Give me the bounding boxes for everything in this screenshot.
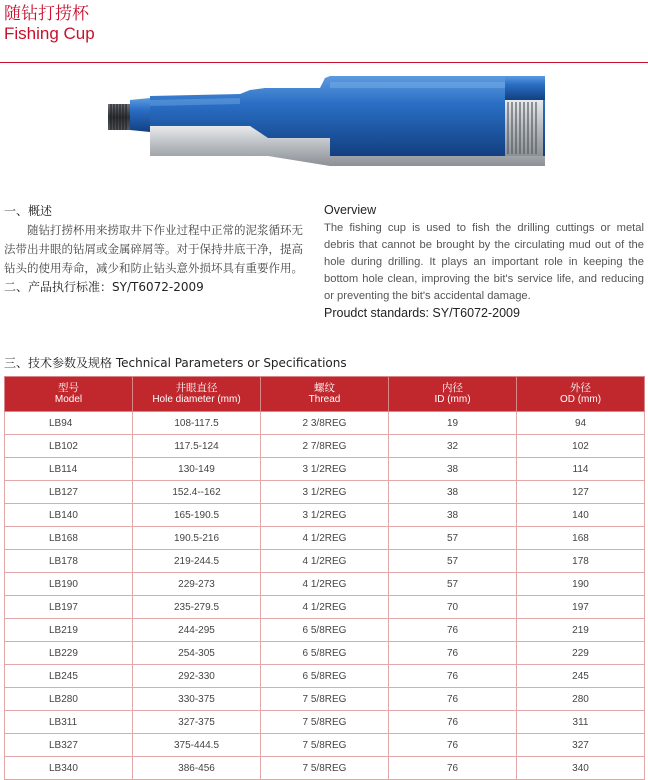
table-row: [5, 481, 645, 504]
column-header-id: 内径 ID (mm): [389, 377, 517, 412]
cell-od: 197: [517, 596, 645, 619]
table-row: [5, 711, 645, 734]
cell-thread: 4 1/2REG: [261, 527, 389, 550]
cell-id: 57: [389, 527, 517, 550]
cell-id: 70: [389, 596, 517, 619]
cell-hole-diameter: 375-444.5: [133, 734, 261, 757]
cell-hole-diameter: 165-190.5: [133, 504, 261, 527]
cell-model: LB94: [5, 412, 133, 435]
title-english: Fishing Cup: [4, 24, 95, 43]
cell-od: 311: [517, 711, 645, 734]
cell-model: LB219: [5, 619, 133, 642]
cell-id: 57: [389, 573, 517, 596]
table-row: [5, 757, 645, 780]
cell-model: LB168: [5, 527, 133, 550]
cell-thread: 7 5/8REG: [261, 711, 389, 734]
cell-od: 114: [517, 458, 645, 481]
cell-od: 327: [517, 734, 645, 757]
cell-hole-diameter: 235-279.5: [133, 596, 261, 619]
cell-model: LB102: [5, 435, 133, 458]
table-row: [5, 458, 645, 481]
cell-hole-diameter: 152.4--162: [133, 481, 261, 504]
table-header-row: [5, 377, 645, 412]
cell-id: 57: [389, 550, 517, 573]
table-row: [5, 688, 645, 711]
cell-thread: 7 5/8REG: [261, 757, 389, 780]
cell-model: LB114: [5, 458, 133, 481]
cell-thread: 3 1/2REG: [261, 458, 389, 481]
cell-od: 340: [517, 757, 645, 780]
column-header-thread: 螺纹 Thread: [261, 377, 389, 412]
product-standard-en: Proudct standards: SY/T6072-2009: [324, 306, 520, 320]
cell-model: LB327: [5, 734, 133, 757]
cell-model: LB280: [5, 688, 133, 711]
overview-body-en: The fishing cup is used to fish the drilling cuttings or metal debris that cannot be brought by the circulating mud out of the hole during drilling. It plays an important role in keeping the bottom hole clean, improving the bit's service life, and reducing or preventing the bit's accidental damage.: [324, 222, 644, 302]
overview-heading-cn: 一、概述: [4, 204, 53, 218]
cell-od: 229: [517, 642, 645, 665]
cell-id: 38: [389, 458, 517, 481]
cell-hole-diameter: 244-295: [133, 619, 261, 642]
table-row: [5, 642, 645, 665]
table-row: [5, 665, 645, 688]
cell-model: LB190: [5, 573, 133, 596]
cell-id: 76: [389, 642, 517, 665]
cell-id: 76: [389, 688, 517, 711]
fishing-cup-image: [0, 66, 648, 186]
cell-id: 76: [389, 665, 517, 688]
cell-od: 280: [517, 688, 645, 711]
overview-body-cn: 随钻打捞杯用来捞取井下作业过程中正常的泥浆循环无法带出井眼的钻屑或金属碎屑等。对于保持井底干净，提高钻头的使用寿命，减少和防止钻头意外损坏具有重要作用。: [4, 223, 303, 275]
overview-chinese: [4, 202, 308, 297]
cell-id: 38: [389, 481, 517, 504]
table-row: [5, 412, 645, 435]
cell-model: LB311: [5, 711, 133, 734]
header-divider: [0, 62, 648, 63]
cell-hole-diameter: 219-244.5: [133, 550, 261, 573]
page-header: [4, 4, 95, 44]
cell-model: LB197: [5, 596, 133, 619]
cell-thread: 6 5/8REG: [261, 642, 389, 665]
cell-model: LB140: [5, 504, 133, 527]
cell-thread: 6 5/8REG: [261, 619, 389, 642]
column-header-od: 外径 OD (mm): [517, 377, 645, 412]
table-row: [5, 619, 645, 642]
cell-od: 219: [517, 619, 645, 642]
cell-od: 94: [517, 412, 645, 435]
cell-model: LB229: [5, 642, 133, 665]
cell-model: LB340: [5, 757, 133, 780]
cell-model: LB245: [5, 665, 133, 688]
column-header-hole-diameter: 井眼直径 Hole diameter (mm): [133, 377, 261, 412]
cell-hole-diameter: 292-330: [133, 665, 261, 688]
table-row: [5, 504, 645, 527]
product-standard-cn: 二、产品执行标准：SY/T6072-2009: [4, 280, 204, 294]
cell-od: 245: [517, 665, 645, 688]
cell-thread: 3 1/2REG: [261, 504, 389, 527]
cell-thread: 2 3/8REG: [261, 412, 389, 435]
cell-hole-diameter: 386-456: [133, 757, 261, 780]
table-row: [5, 435, 645, 458]
cell-thread: 7 5/8REG: [261, 734, 389, 757]
cell-model: LB127: [5, 481, 133, 504]
cell-id: 76: [389, 711, 517, 734]
table-row: [5, 550, 645, 573]
cell-od: 168: [517, 527, 645, 550]
cell-od: 140: [517, 504, 645, 527]
cell-od: 102: [517, 435, 645, 458]
cell-thread: 3 1/2REG: [261, 481, 389, 504]
cell-id: 19: [389, 412, 517, 435]
cell-thread: 4 1/2REG: [261, 573, 389, 596]
cell-id: 38: [389, 504, 517, 527]
cell-hole-diameter: 108-117.5: [133, 412, 261, 435]
overview-english: [324, 202, 644, 321]
overview-heading-en: Overview: [324, 203, 377, 217]
cell-hole-diameter: 117.5-124: [133, 435, 261, 458]
cell-od: 178: [517, 550, 645, 573]
cell-id: 76: [389, 757, 517, 780]
cell-od: 190: [517, 573, 645, 596]
cell-id: 76: [389, 619, 517, 642]
cell-thread: 2 7/8REG: [261, 435, 389, 458]
cell-hole-diameter: 190.5-216: [133, 527, 261, 550]
cell-od: 127: [517, 481, 645, 504]
table-row: [5, 734, 645, 757]
table-row: [5, 596, 645, 619]
cell-hole-diameter: 130-149: [133, 458, 261, 481]
title-chinese: 随钻打捞杯: [4, 4, 89, 24]
cell-thread: 4 1/2REG: [261, 550, 389, 573]
cell-id: 76: [389, 734, 517, 757]
cell-hole-diameter: 330-375: [133, 688, 261, 711]
column-header-model: 型号 Model: [5, 377, 133, 412]
table-title: 三、技术参数及规格 Technical Parameters or Specifications: [4, 356, 347, 370]
cell-id: 32: [389, 435, 517, 458]
table-row: [5, 527, 645, 550]
cell-thread: 6 5/8REG: [261, 665, 389, 688]
cell-hole-diameter: 327-375: [133, 711, 261, 734]
specifications-table: [4, 376, 645, 780]
cell-hole-diameter: 229-273: [133, 573, 261, 596]
cell-thread: 4 1/2REG: [261, 596, 389, 619]
cell-thread: 7 5/8REG: [261, 688, 389, 711]
cell-model: LB178: [5, 550, 133, 573]
cell-hole-diameter: 254-305: [133, 642, 261, 665]
table-row: [5, 573, 645, 596]
